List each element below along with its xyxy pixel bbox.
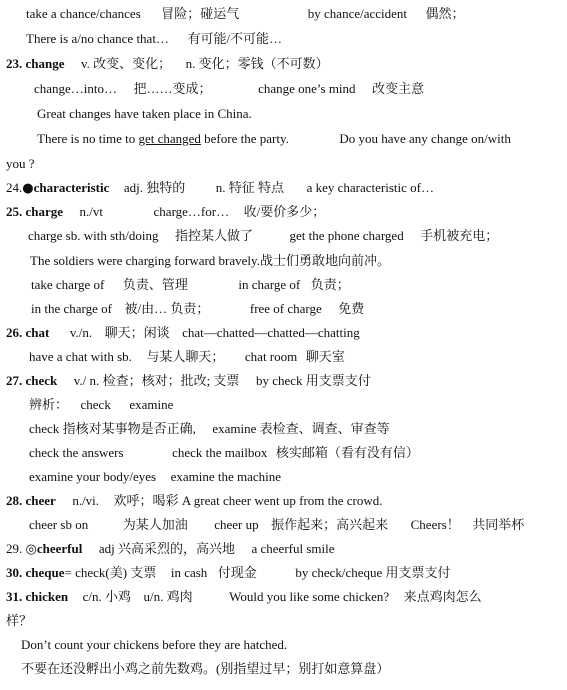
entry-number: 24. [6, 180, 23, 195]
phrase-line [26, 6, 465, 22]
phrase: in charge of [238, 277, 301, 292]
meaning: 兴高采烈的，高兴地 [117, 541, 235, 556]
phrase: There is a/no chance that… [26, 31, 169, 46]
phrase: by check [255, 373, 303, 388]
meaning: 指核对某事物是否正确, [62, 421, 196, 436]
part-of-speech: v. [81, 56, 90, 71]
meaning: 小鸡 [105, 589, 132, 604]
meaning: 被/由… 负责； [124, 301, 210, 316]
comparison-label: 辨析： [29, 397, 69, 412]
entry-header [6, 493, 383, 509]
phrase: change…into… [34, 81, 118, 96]
part-of-speech: n./vi. [72, 493, 100, 508]
entry-header [6, 204, 325, 220]
phrase: examine your body/eyes [29, 469, 157, 484]
translation-cont: 样？ [6, 613, 33, 628]
example-sentence: There is no time to [37, 131, 136, 146]
headword: charge [25, 204, 64, 219]
comparison-word: check [29, 421, 60, 436]
meaning: 把……变成； [133, 81, 212, 96]
part-of-speech: n. [215, 180, 226, 195]
phrase: a cheerful smile [251, 541, 335, 556]
phrase-line [28, 228, 498, 244]
example-sentence: Would you like some chicken? [229, 589, 390, 604]
headword: chicken [25, 589, 69, 604]
phrase: cheer up [214, 517, 259, 532]
part-of-speech: n./vt [79, 204, 104, 219]
meaning: 负责、管理 [122, 277, 188, 292]
phrase-line [29, 517, 524, 533]
phrase-line [31, 277, 350, 293]
phrase: in the charge of [31, 301, 112, 316]
phrase: examine the machine [170, 469, 282, 484]
comparison-line [29, 421, 390, 437]
headword: cheer [25, 493, 56, 508]
phrase: take a chance/chances [26, 6, 141, 21]
entry-header [6, 541, 335, 557]
example-sentence: The soldiers were charging forward bravely. [30, 253, 260, 268]
entry-header [6, 589, 482, 605]
meaning: 手机被充电； [420, 228, 499, 243]
phrase: a key characteristic of… [306, 180, 434, 195]
part-of-speech: n. [185, 56, 196, 71]
entry-number: 27. [6, 373, 23, 388]
phrase-line [26, 31, 282, 47]
entry-number: 28. [6, 493, 23, 508]
meaning: 共同举杯 [472, 517, 525, 532]
phrase: by check/cheque [295, 565, 383, 580]
meaning: 付现金 [217, 565, 257, 580]
example-sentence: Great changes have taken place in China. [37, 106, 252, 121]
meaning: 有可能/不可能… [187, 31, 283, 46]
entry-number: 25. [6, 204, 23, 219]
meaning: 负责； [310, 277, 350, 292]
comparison-line [29, 397, 173, 413]
entry-number: 29. [6, 541, 23, 556]
meaning: 振作起来；高兴起来 [271, 517, 389, 532]
example-line [30, 253, 390, 269]
phrase-line [29, 445, 419, 461]
meaning: 变化；零钱（不可数） [198, 56, 329, 71]
meaning: 用支票支付 [385, 565, 451, 580]
phrase: get the phone charged [289, 228, 404, 243]
meaning: 聊天；闲谈 [104, 325, 170, 340]
meaning: 欢呼；喝彩 [113, 493, 179, 508]
meaning: 改变主意 [372, 81, 425, 96]
meaning: 特征 特点 [228, 180, 285, 195]
translation: 战士们勇敢地向前冲。 [259, 253, 390, 268]
phrase: in cash [170, 565, 208, 580]
meaning: 检查；核对；批改; 支票 [102, 373, 240, 388]
meaning: 指控某人做了 [174, 228, 253, 243]
phrase: chat room [244, 349, 298, 364]
phrase: charge sb. with sth/doing [28, 228, 159, 243]
meaning: 鸡肉 [166, 589, 193, 604]
entry-number: 23. [6, 56, 23, 71]
part-of-speech: v./ n. [73, 373, 100, 388]
phrase: take charge of [31, 277, 105, 292]
entry-header [6, 565, 451, 581]
part-of-speech: v./n. [69, 325, 93, 340]
meaning: 收/要价多少； [243, 204, 326, 219]
meaning: 偶然； [425, 6, 465, 21]
entry-header [6, 56, 329, 72]
phrase-line [34, 81, 424, 97]
meaning: 独特的 [146, 180, 186, 195]
phrase: check the answers [29, 445, 124, 460]
equals-sign: = [64, 565, 72, 580]
headword: chat [25, 325, 50, 340]
meaning: 免费 [338, 301, 365, 316]
part-of-speech: adj [98, 541, 115, 556]
proverb: Don’t count your chickens before they are hatched. [21, 637, 288, 652]
headword: check [25, 373, 58, 388]
entry-number: 26. [6, 325, 23, 340]
headword: ◎cheerful [25, 541, 83, 556]
phrase: chat—chatted—chatted—chatting [182, 325, 360, 340]
underlined-phrase: get changed [138, 131, 201, 146]
phrase: change one’s mind [258, 81, 356, 96]
phrase: Cheers！ [410, 517, 460, 532]
phrase: check(美) [75, 565, 128, 580]
entry-header [6, 325, 360, 341]
comparison-word: examine [212, 421, 257, 436]
translation: 来点鸡肉怎么 [403, 589, 482, 604]
example-sentence-cont: you ? [6, 156, 35, 171]
meaning: 冒险；碰运气 [161, 6, 240, 21]
meaning: 为某人加油 [122, 517, 188, 532]
meaning: 聊天室 [305, 349, 345, 364]
example-sentence: before the party. [204, 131, 289, 146]
comparison-word: check [80, 397, 111, 412]
comparison-word: examine [129, 397, 174, 412]
headword: characteristic [33, 180, 110, 195]
entry-number: 31. [6, 589, 23, 604]
phrase: charge…for… [153, 204, 230, 219]
meaning: 与某人聊天； [146, 349, 225, 364]
phrase-line [29, 349, 345, 365]
phrase: have a chat with sb. [29, 349, 132, 364]
phrase: by chance/accident [307, 6, 408, 21]
phrase-line [29, 469, 281, 485]
headword: cheque [25, 565, 65, 580]
phrase: check the mailbox [172, 445, 268, 460]
part-of-speech: c/n. [82, 589, 102, 604]
meaning: 支票 [130, 565, 157, 580]
meaning: 改变、变化； [93, 56, 172, 71]
phrase: cheer sb on [29, 517, 89, 532]
phrase: free of charge [249, 301, 322, 316]
entry-header [6, 373, 371, 389]
meaning: 核实邮箱（看有没有信） [275, 445, 419, 460]
part-of-speech: u/n. [143, 589, 164, 604]
meaning: 表检查、调查、审查等 [259, 421, 390, 436]
phrase-line [31, 301, 364, 317]
headword: change [25, 56, 65, 71]
example-line [37, 131, 511, 147]
part-of-speech: adj. [123, 180, 144, 195]
bullet-icon: ● [22, 181, 34, 196]
entry-number: 30. [6, 565, 23, 580]
meaning: 用支票支付 [305, 373, 371, 388]
proverb-translation: 不要在还没孵出小鸡之前先数鸡。(别指望过早；别打如意算盘） [21, 661, 390, 676]
example-sentence: A great cheer went up from the crowd. [181, 493, 383, 508]
example-sentence: Do you have any change on/with [339, 131, 511, 146]
entry-header [6, 180, 434, 197]
